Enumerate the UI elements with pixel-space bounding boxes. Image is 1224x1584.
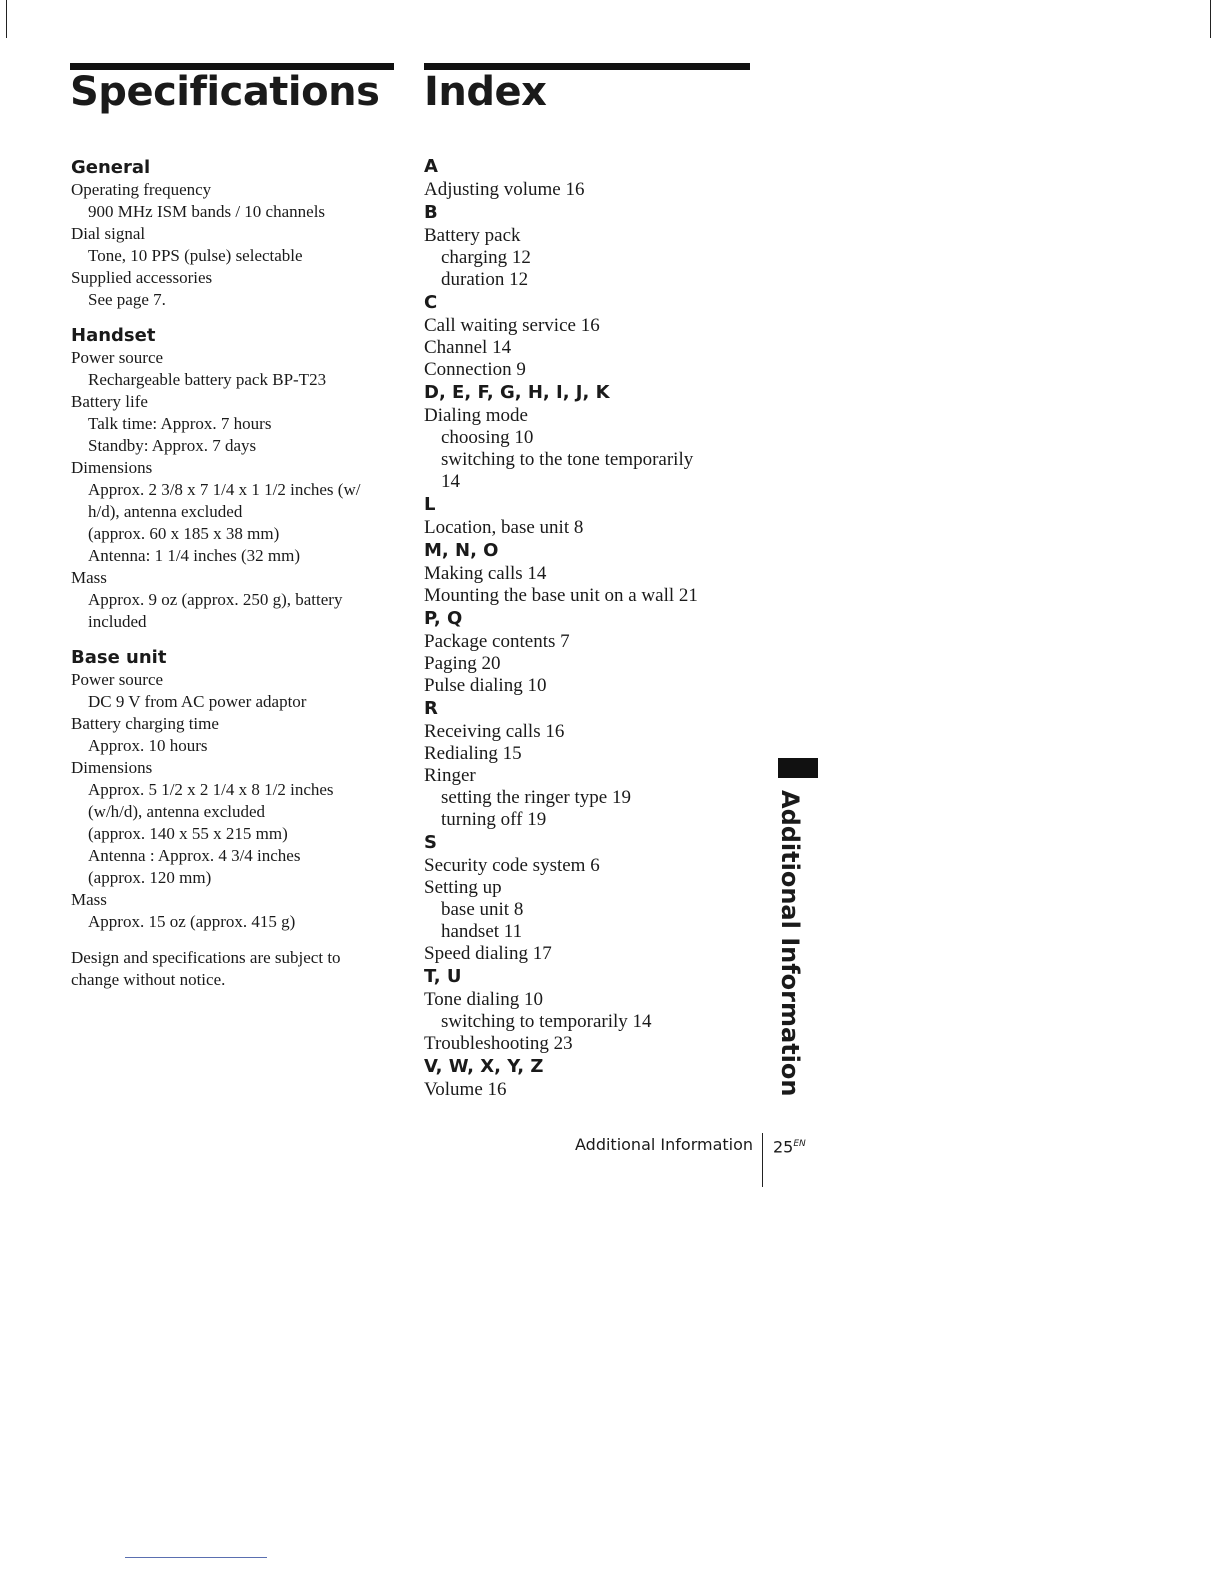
spec-line: Approx. 9 oz (approx. 250 g), battery (88, 590, 343, 609)
spec-line: Power source (71, 670, 164, 689)
index-letter-heading: B (424, 202, 438, 223)
page-number-suffix: EN (793, 1139, 806, 1149)
crop-mark-left (6, 0, 7, 38)
specifications-column (71, 157, 401, 991)
spec-group (71, 157, 401, 311)
spec-line: Approx. 5 1/2 x 2 1/4 x 8 1/2 inches (88, 780, 334, 799)
index-entry: Mounting the base unit on a wall 21 (424, 585, 698, 606)
spec-line: Mass (71, 568, 107, 587)
index-entry: Troubleshooting 23 (424, 1033, 573, 1054)
spec-line: Rechargeable battery pack BP-T23 (88, 370, 327, 389)
index-entry: Volume 16 (424, 1079, 507, 1100)
index-entry: Call waiting service 16 (424, 315, 600, 336)
index-subentry: base unit 8 (441, 899, 524, 920)
spec-line: Dial signal (71, 224, 146, 243)
index-letter-heading: V, W, X, Y, Z (424, 1056, 544, 1077)
spec-group-heading: Base unit (71, 647, 167, 668)
index-letter-heading: L (424, 494, 436, 515)
spec-line: DC 9 V from AC power adaptor (88, 692, 307, 711)
index-letter-heading: T, U (424, 966, 462, 987)
spec-line: included (88, 612, 147, 631)
crop-mark-right (1210, 0, 1211, 38)
bottom-scan-line (125, 1557, 267, 1558)
index-subentry: setting the ringer type 19 (441, 787, 631, 808)
index-entry: Connection 9 (424, 359, 526, 380)
spec-line: (approx. 120 mm) (88, 868, 212, 887)
spec-group-heading: Handset (71, 325, 156, 346)
index-letter-heading: P, Q (424, 608, 463, 629)
spec-line: Antenna: 1 1/4 inches (32 mm) (88, 546, 300, 565)
index-entry: Package contents 7 (424, 631, 570, 652)
index-entry: Pulse dialing 10 (424, 675, 547, 696)
index-subentry: charging 12 (441, 247, 531, 268)
specifications-title: Specifications (70, 69, 380, 115)
index-entry: Channel 14 (424, 337, 512, 358)
index-letter-heading: C (424, 292, 438, 313)
spec-line: Battery life (71, 392, 148, 411)
spec-line: Talk time: Approx. 7 hours (88, 414, 272, 433)
index-letter-heading: A (424, 156, 438, 177)
index-entry: Dialing mode (424, 405, 528, 426)
spec-group (71, 647, 401, 933)
index-title: Index (424, 69, 547, 115)
index-letter-heading: M, N, O (424, 540, 499, 561)
index-letter-heading: R (424, 698, 438, 719)
index-entry: Speed dialing 17 (424, 943, 552, 964)
index-subentry: 14 (441, 471, 460, 492)
index-subentry: choosing 10 (441, 427, 534, 448)
page-number (773, 1134, 806, 1157)
index-subentry: duration 12 (441, 269, 529, 290)
spec-line: (approx. 140 x 55 x 215 mm) (88, 824, 288, 843)
spec-line: Battery charging time (71, 714, 219, 733)
index-letter-heading: S (424, 832, 437, 853)
spec-group-heading: General (71, 157, 151, 178)
spec-line: Antenna : Approx. 4 3/4 inches (88, 846, 301, 865)
index-entry: Battery pack (424, 225, 521, 246)
index-subentry: switching to the tone temporarily (441, 449, 694, 470)
spec-line: Approx. 2 3/8 x 7 1/4 x 1 1/2 inches (w/ (88, 480, 361, 499)
index-subentry: switching to temporarily 14 (441, 1011, 652, 1032)
spec-line: See page 7. (88, 290, 166, 309)
spec-line: (w/h/d), antenna excluded (88, 802, 266, 821)
footer-section-label: Additional Information (575, 1135, 754, 1154)
spec-line: (approx. 60 x 185 x 38 mm) (88, 524, 280, 543)
spec-line: h/d), antenna excluded (88, 502, 243, 521)
spec-note: Design and specifications are subject to change without notice. (71, 948, 341, 989)
index-entry: Receiving calls 16 (424, 721, 565, 742)
spec-group (71, 325, 401, 633)
spec-line: Standby: Approx. 7 days (88, 436, 257, 455)
page-number-value: 25 (773, 1137, 794, 1157)
index-subentry: turning off 19 (441, 809, 547, 830)
spec-line: Approx. 15 oz (approx. 415 g) (88, 912, 296, 931)
side-tab-label: Additional Information (776, 790, 804, 1097)
spec-line: Mass (71, 890, 107, 909)
spec-line: 900 MHz ISM bands / 10 channels (88, 202, 326, 221)
index-entry: Making calls 14 (424, 563, 547, 584)
section-tab-marker (778, 758, 818, 778)
index-entry: Setting up (424, 877, 502, 898)
index-entry: Security code system 6 (424, 855, 600, 876)
index-column (424, 155, 764, 1101)
spec-line: Approx. 10 hours (88, 736, 208, 755)
spec-line: Supplied accessories (71, 268, 213, 287)
index-entry: Redialing 15 (424, 743, 522, 764)
spec-line: Power source (71, 348, 164, 367)
spec-line: Dimensions (71, 758, 153, 777)
spec-line: Tone, 10 PPS (pulse) selectable (88, 246, 303, 265)
index-subentry: handset 11 (441, 921, 523, 942)
index-entry: Ringer (424, 765, 476, 786)
index-entry: Location, base unit 8 (424, 517, 584, 538)
spec-line: Dimensions (71, 458, 153, 477)
index-letter-heading: D, E, F, G, H, I, J, K (424, 382, 610, 403)
index-entry: Tone dialing 10 (424, 989, 543, 1010)
index-entry: Adjusting volume 16 (424, 179, 585, 200)
index-entry: Paging 20 (424, 653, 501, 674)
spec-line: Operating frequency (71, 180, 212, 199)
footer-divider (762, 1133, 763, 1187)
